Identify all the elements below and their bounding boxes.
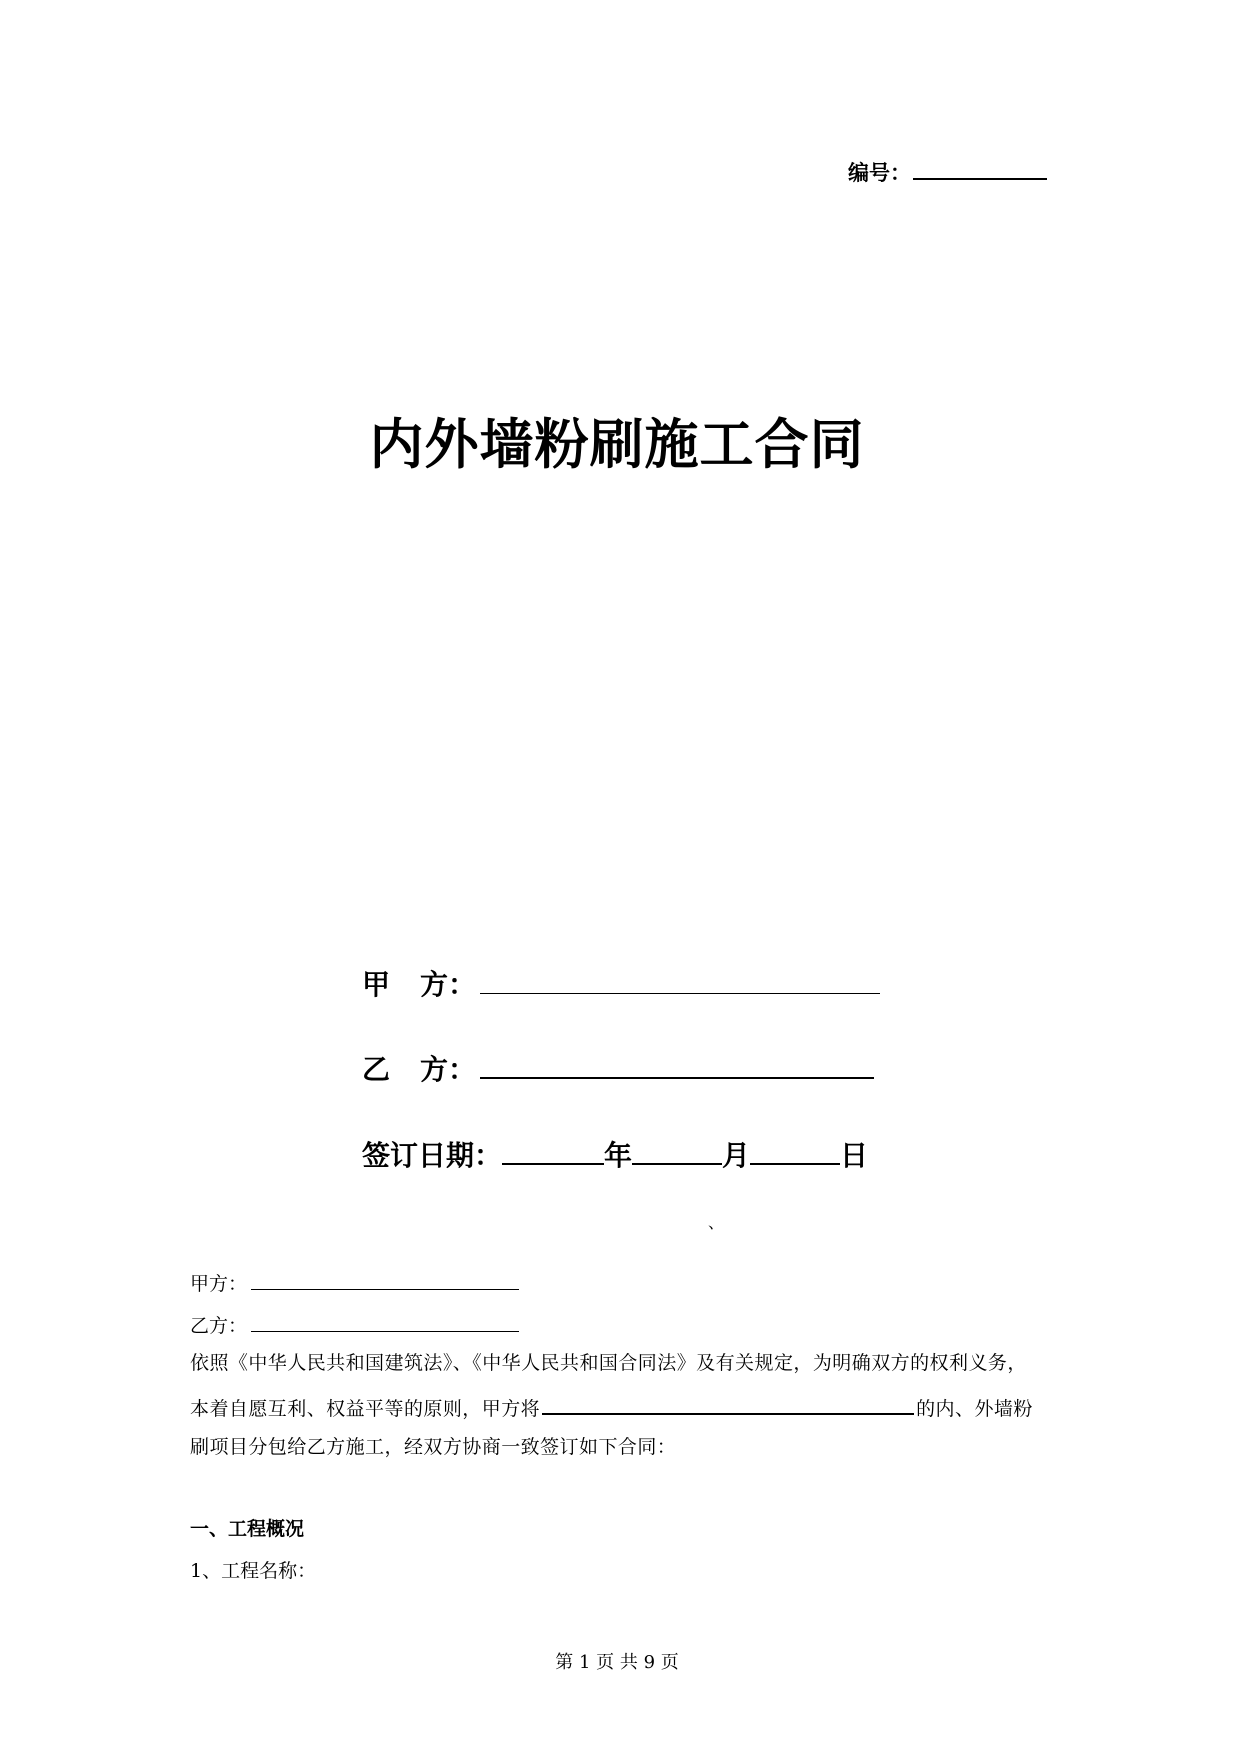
project-name-blank[interactable] <box>542 1393 914 1415</box>
party-a-blank[interactable] <box>251 1269 519 1290</box>
section-heading: 一、工程概况 <box>190 1518 305 1540</box>
sign-month-blank[interactable] <box>632 1135 722 1165</box>
sign-day-blank[interactable] <box>750 1135 840 1165</box>
document-title: 内外墙粉刷施工合同 <box>369 413 865 476</box>
intro-line-2-after: 的内、外墙粉 <box>916 1398 1033 1420</box>
cover-party-b-label-1: 乙 <box>362 1053 391 1086</box>
serial-number-label: 编号： <box>848 161 911 185</box>
sign-year-blank[interactable] <box>502 1135 604 1165</box>
cover-party-a <box>362 963 880 1003</box>
intro-line-2-before: 本着自愿互利、权益平等的原则，甲方将 <box>190 1398 541 1420</box>
intro-paragraph-line-2 <box>190 1393 1050 1421</box>
intro-paragraph-line-1: 依照《中华人民共和国建筑法》、《中华人民共和国合同法》及有关规定，为明确双方的权利义务， <box>190 1352 1027 1374</box>
party-a-label: 甲方： <box>190 1273 248 1295</box>
cover-party-b-label-2: 方： <box>420 1053 477 1086</box>
serial-number <box>848 156 1047 187</box>
list-item: 1、工程名称： <box>190 1560 317 1582</box>
party-b-line <box>190 1311 519 1338</box>
page-indicator: 第 1 页 共 9 页 <box>555 1652 679 1673</box>
party-b-blank[interactable] <box>251 1311 519 1332</box>
intro-paragraph-line-3: 刷项目分包给乙方施工，经双方协商一致签订如下合同： <box>190 1436 677 1458</box>
year-label: 年 <box>604 1139 633 1172</box>
cover-party-a-label-2: 方： <box>420 968 477 1001</box>
month-label: 月 <box>722 1139 751 1172</box>
party-b-label: 乙方： <box>190 1315 248 1337</box>
serial-number-blank[interactable] <box>913 156 1047 180</box>
stray-mark: 、 <box>708 1213 725 1232</box>
cover-party-b-blank[interactable] <box>480 1049 874 1079</box>
sign-date <box>362 1134 868 1174</box>
day-label: 日 <box>840 1139 869 1172</box>
sign-date-label: 签订日期： <box>362 1139 503 1172</box>
cover-party-a-label-1: 甲 <box>362 968 391 1001</box>
party-a-line <box>190 1269 519 1296</box>
cover-party-a-blank[interactable] <box>480 965 880 994</box>
cover-party-b <box>362 1048 874 1088</box>
